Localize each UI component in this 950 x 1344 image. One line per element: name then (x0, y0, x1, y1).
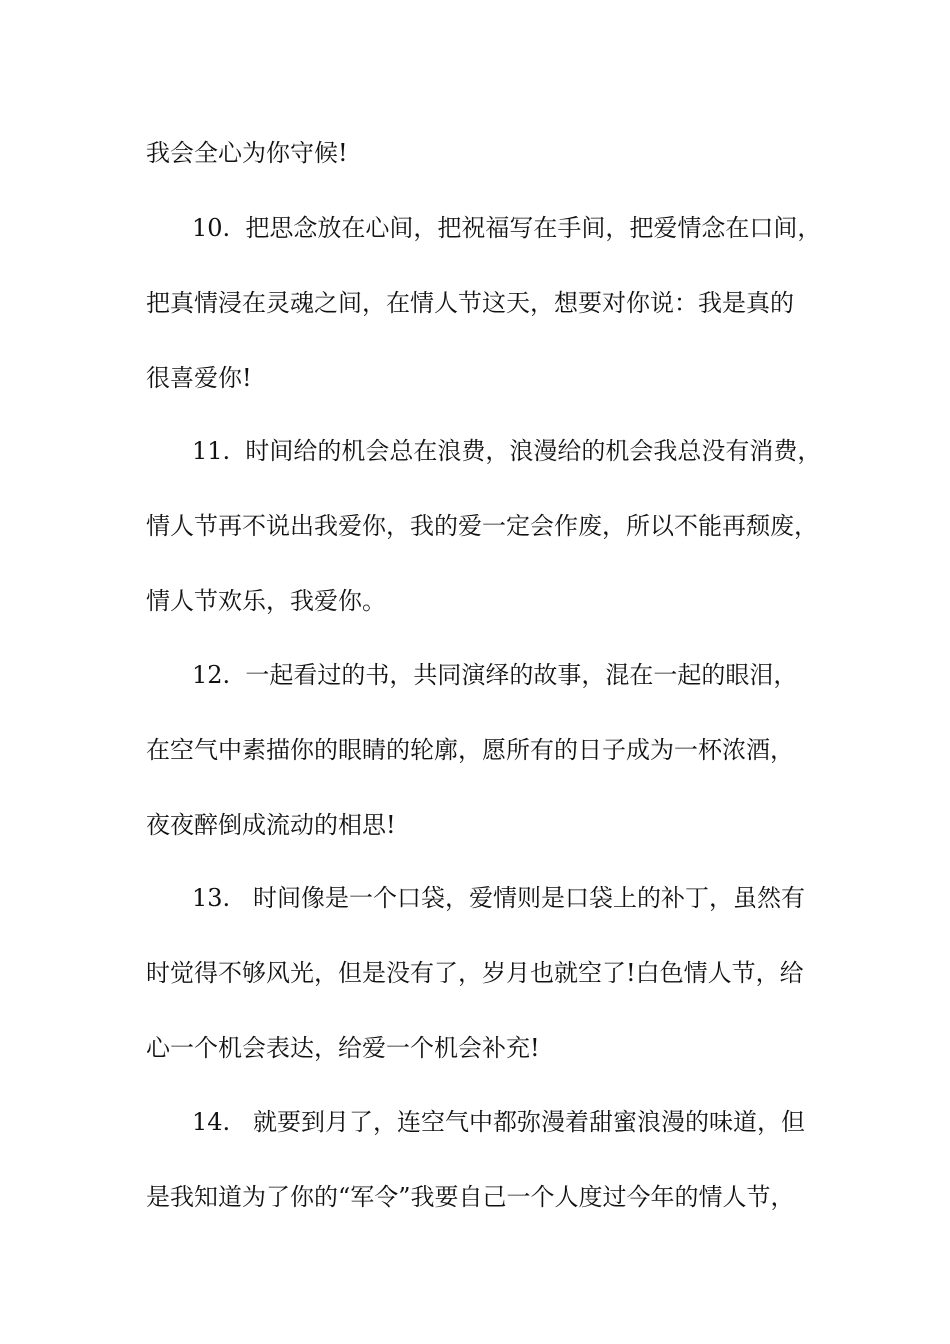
paragraph-14-line-2: 是我知道为了你的“军令”我要自己一个人度过今年的情人节， (146, 1183, 795, 1211)
paragraph-13-line-3: 心一个机会表达，给爱一个机会补充! (146, 1034, 540, 1062)
paragraph-10-line-3: 很喜爱你! (146, 364, 252, 392)
paragraph-12-line-1: 12. 一起看过的书，共同演绎的故事，混在一起的眼泪， (192, 661, 798, 689)
paragraph-10-line-2: 把真情浸在灵魂之间，在情人节这天，想要对你说：我是真的 (146, 289, 794, 317)
paragraph-11-line-2: 情人节再不说出我爱你，我的爱一定会作废，所以不能再颓废， (146, 512, 818, 540)
text-line: 我会全心为你守候! (146, 139, 348, 167)
paragraph-12-line-3: 夜夜醉倒成流动的相思! (146, 811, 396, 839)
paragraph-13-line-1: 13. 时间像是一个口袋，爱情则是口袋上的补丁，虽然有 (192, 884, 806, 912)
paragraph-11-line-3: 情人节欢乐，我爱你。 (146, 587, 386, 615)
paragraph-14-line-1: 14. 就要到月了，连空气中都弥漫着甜蜜浪漫的味道，但 (192, 1108, 806, 1136)
paragraph-11-line-1: 11. 时间给的机会总在浪费，浪漫给的机会我总没有消费， (192, 437, 822, 465)
paragraph-10-line-1: 10. 把思念放在心间，把祝福写在手间，把爱情念在口间， (192, 214, 822, 242)
paragraph-12-line-2: 在空气中素描你的眼睛的轮廓，愿所有的日子成为一杯浓酒， (146, 736, 794, 764)
paragraph-13-line-2: 时觉得不够风光，但是没有了，岁月也就空了!白色情人节，给 (146, 959, 804, 987)
